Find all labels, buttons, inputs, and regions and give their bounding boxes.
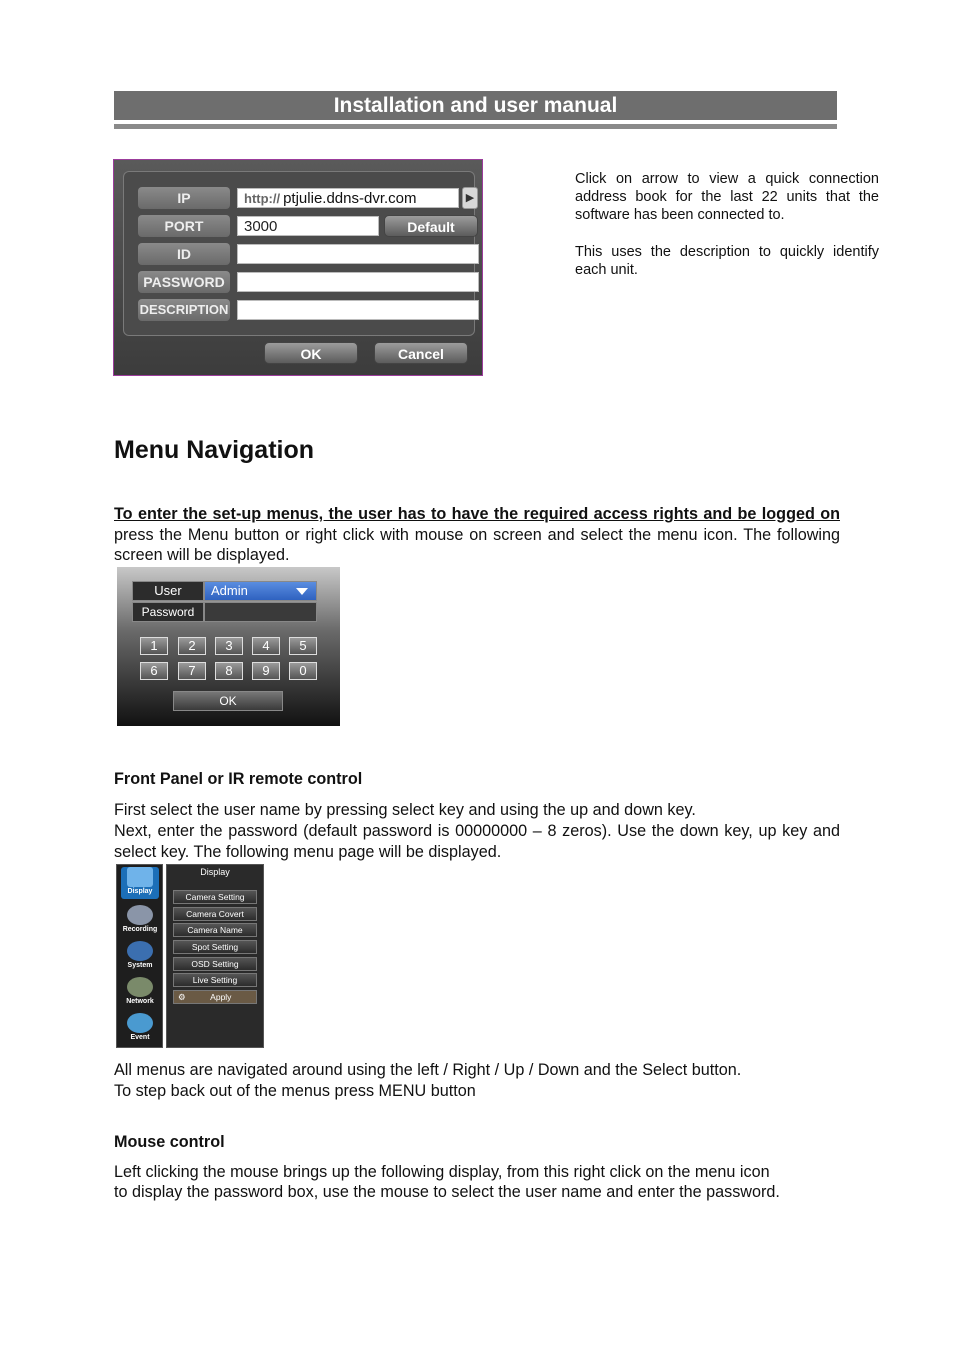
id-label: ID xyxy=(138,243,230,265)
cancel-button[interactable]: Cancel xyxy=(374,342,468,364)
menu-navigation-intro xyxy=(114,504,840,566)
display-icon xyxy=(127,867,153,887)
submenu-item[interactable]: Camera Setting xyxy=(173,890,257,904)
ip-host: ptjulie.ddns-dvr.com xyxy=(283,190,417,207)
password-input[interactable] xyxy=(204,602,317,622)
intro-lead: To enter the set-up menus, the user has to have the required access rights and be logged on xyxy=(114,505,840,523)
mouse-control-heading: Mouse control xyxy=(114,1133,225,1151)
page-header xyxy=(114,91,837,120)
port-field[interactable]: 3000 xyxy=(237,216,379,236)
navigation-note-1: All menus are navigated around using the left / Right / Up / Down and the Select button. xyxy=(114,1061,742,1079)
menu-category-event[interactable]: Event xyxy=(121,1013,159,1045)
keypad-key[interactable]: 1 xyxy=(140,637,168,655)
submenu-item[interactable]: Live Setting xyxy=(173,973,257,987)
address-book-arrow-icon[interactable]: ▶ xyxy=(462,187,478,209)
user-label: User xyxy=(132,581,204,601)
menu-submenu-panel xyxy=(166,864,264,1048)
menu-category-system[interactable]: System xyxy=(121,941,159,973)
chevron-down-icon xyxy=(296,588,308,595)
header-title: Installation and user manual xyxy=(333,94,618,117)
submenu-item[interactable]: Camera Covert xyxy=(173,907,257,921)
mouse-control-line-1: Left clicking the mouse brings up the following display, from this right click on the menu icon xyxy=(114,1163,770,1181)
description-field[interactable] xyxy=(237,300,479,320)
intro-rest: press the Menu button or right click with mouse on screen and select the menu icon. The following screen will be displayed. xyxy=(114,525,840,564)
keypad-key[interactable]: 3 xyxy=(215,637,243,655)
network-icon xyxy=(127,977,153,997)
keypad-key[interactable]: 6 xyxy=(140,662,168,680)
front-panel-line-1: First select the user name by pressing select key and using the up and down key. xyxy=(114,801,696,819)
port-label: PORT xyxy=(138,215,230,237)
side-note-address-book: Click on arrow to view a quick connection address book for the last 22 units that the software has been connected to. xyxy=(575,171,879,223)
submenu-item[interactable]: OSD Setting xyxy=(173,957,257,971)
login-panel xyxy=(117,567,340,726)
login-ok-button[interactable]: OK xyxy=(173,691,283,711)
password-field[interactable] xyxy=(237,272,479,292)
submenu-item[interactable]: Spot Setting xyxy=(173,940,257,954)
password-label: PASSWORD xyxy=(138,271,230,293)
menu-category-recording[interactable]: Recording xyxy=(121,905,159,937)
submenu-title: Display xyxy=(200,867,230,877)
ip-label: IP xyxy=(138,187,230,209)
keypad-key[interactable]: 7 xyxy=(178,662,206,680)
default-button[interactable]: Default xyxy=(384,215,478,237)
keypad-key[interactable]: 5 xyxy=(289,637,317,655)
ip-prefix: http:// xyxy=(244,191,281,206)
mouse-control-line-2: to display the password box, use the mouse to select the user name and enter the password. xyxy=(114,1183,780,1201)
submenu-item[interactable]: Camera Name xyxy=(173,923,257,937)
keypad-key[interactable]: 0 xyxy=(289,662,317,680)
apply-button[interactable]: ⚙ Apply xyxy=(173,990,257,1004)
front-panel-heading: Front Panel or IR remote control xyxy=(114,770,363,788)
connection-form xyxy=(123,171,475,336)
menu-category-bar xyxy=(116,864,163,1048)
menu-category-display[interactable]: Display xyxy=(121,867,159,899)
ip-field[interactable] xyxy=(237,188,459,208)
header-rule xyxy=(114,124,837,129)
password-label: Password xyxy=(132,602,204,622)
description-label: DESCRIPTION xyxy=(138,299,230,321)
keypad-key[interactable]: 2 xyxy=(178,637,206,655)
keypad-key[interactable]: 9 xyxy=(252,662,280,680)
system-icon xyxy=(127,941,153,961)
user-select-value: Admin xyxy=(211,583,248,598)
menu-category-network[interactable]: Network xyxy=(121,977,159,1009)
keypad-key[interactable]: 8 xyxy=(215,662,243,680)
navigation-note-2: To step back out of the menus press MENU button xyxy=(114,1082,476,1100)
recording-icon xyxy=(127,905,153,925)
menu-navigation-heading: Menu Navigation xyxy=(114,436,315,464)
ok-button[interactable]: OK xyxy=(264,342,358,364)
connection-dialog xyxy=(113,159,483,376)
user-select[interactable] xyxy=(204,581,317,601)
event-icon xyxy=(127,1013,153,1033)
front-panel-line-2: Next, enter the password (default password is 00000000 – 8 zeros). Use the down key, up key and select key. The following menu page will be displayed. xyxy=(114,822,840,861)
side-note-description: This uses the description to quickly identify each unit. xyxy=(575,244,879,278)
apply-icon: ⚙ xyxy=(178,992,186,1002)
id-field[interactable] xyxy=(237,244,479,264)
keypad-key[interactable]: 4 xyxy=(252,637,280,655)
